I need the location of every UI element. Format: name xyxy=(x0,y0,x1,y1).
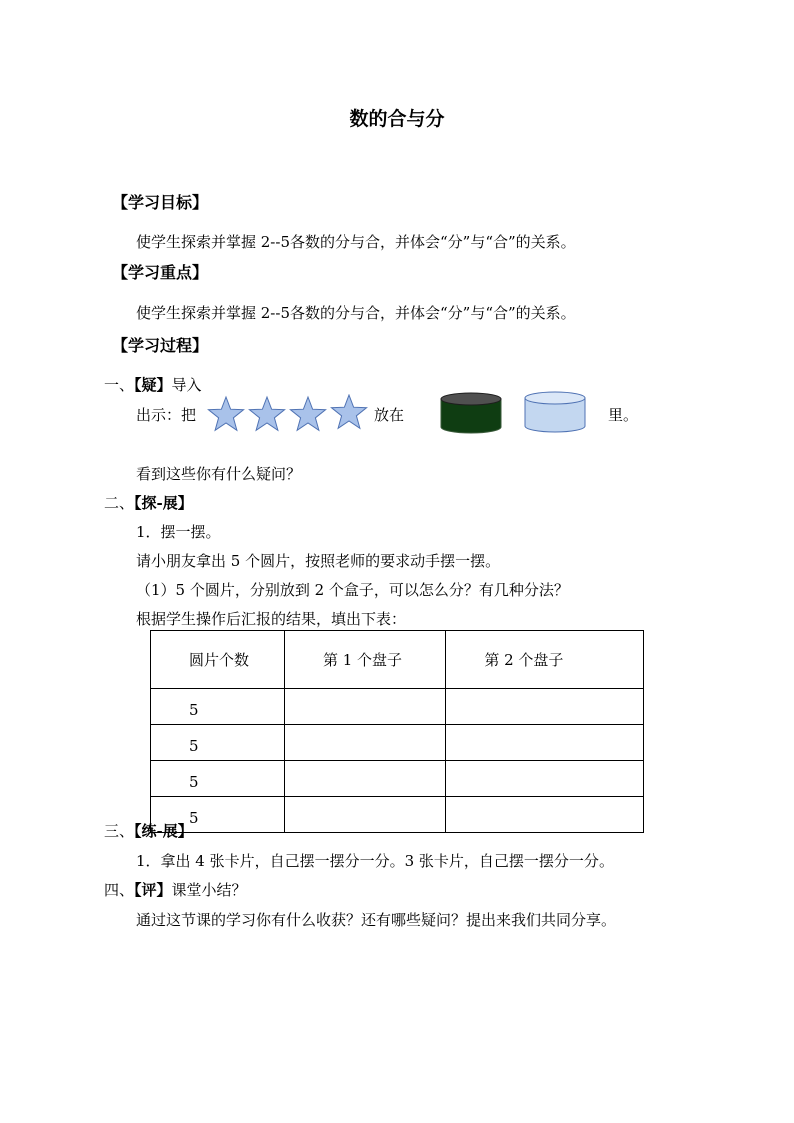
part3-text: 1．拿出 4 张卡片，自己摆一摆分一分。3 张卡片，自己摆一摆分一分。 xyxy=(136,852,614,870)
table-header-cell: 第 1 个盘子 xyxy=(284,631,445,689)
stars-row xyxy=(205,394,373,436)
table-cell-plate1[interactable] xyxy=(284,725,445,761)
table-cell-plate2[interactable] xyxy=(446,689,644,725)
part2-question: （1）5 个圆片，分别放到 2 个盒子，可以怎么分？有几种分法？ xyxy=(136,581,569,599)
page-title: 数的合与分 xyxy=(349,108,445,130)
show-middle: 放在 xyxy=(374,406,405,424)
table-row xyxy=(151,797,644,833)
table-cell-plate1[interactable] xyxy=(284,761,445,797)
part2-num: 二、 xyxy=(104,494,135,512)
table-cell-count: 5 xyxy=(151,725,285,761)
part3-num: 三、 xyxy=(104,822,135,840)
light-plate-icon xyxy=(522,388,588,436)
table-row xyxy=(151,725,644,761)
dark-plate-icon xyxy=(438,390,504,436)
part1-label: 导入 xyxy=(171,376,202,394)
table-intro: 根据学生操作后汇报的结果，填出下表： xyxy=(136,610,407,628)
table-cell-plate2[interactable] xyxy=(446,761,644,797)
part1-num: 一、 xyxy=(104,376,135,394)
goal-text: 使学生探索并掌握 2--5各数的分与合，并体会“分”与“合”的关系。 xyxy=(136,233,576,251)
goal-heading: 【学习目标】 xyxy=(112,193,209,212)
part2-heading xyxy=(104,493,193,513)
star-icon xyxy=(249,397,284,430)
part2-instruction: 请小朋友拿出 5 个圆片，按照老师的要求动手摆一摆。 xyxy=(136,552,501,570)
table-cell-count: 5 xyxy=(151,761,285,797)
table-cell-plate2[interactable] xyxy=(446,797,644,833)
process-heading: 【学习过程】 xyxy=(112,336,209,355)
focus-text: 使学生探索并掌握 2--5各数的分与合，并体会“分”与“合”的关系。 xyxy=(136,304,576,322)
table-row xyxy=(151,761,644,797)
table-header-cell: 圆片个数 xyxy=(151,631,285,689)
table-header-row xyxy=(151,631,644,689)
part4-heading xyxy=(104,880,247,900)
part1-bracket: 【疑】 xyxy=(134,376,172,394)
table-cell-plate2[interactable] xyxy=(446,725,644,761)
results-table xyxy=(150,630,644,833)
table-cell-count: 5 xyxy=(151,797,285,833)
show-prefix: 出示：把 xyxy=(136,406,197,424)
part4-bracket: 【评】 xyxy=(134,881,172,899)
table-cell-plate1[interactable] xyxy=(284,689,445,725)
part1-question: 看到这些你有什么疑问？ xyxy=(136,465,302,483)
part2-step1: 1．摆一摆。 xyxy=(136,523,221,541)
table-cell-plate1[interactable] xyxy=(284,797,445,833)
part4-text: 通过这节课的学习你有什么收获？还有哪些疑问？提出来我们共同分享。 xyxy=(136,911,617,929)
part4-num: 四、 xyxy=(104,881,135,899)
table-header-cell: 第 2 个盘子 xyxy=(446,631,644,689)
star-icon xyxy=(290,397,325,430)
part4-label: 课堂小结？ xyxy=(171,881,247,899)
focus-heading: 【学习重点】 xyxy=(112,263,209,282)
show-suffix: 里。 xyxy=(608,406,639,424)
table-row xyxy=(151,689,644,725)
part3-heading xyxy=(104,821,193,841)
part3-bracket: 【练-展】 xyxy=(134,822,193,840)
table-cell-count: 5 xyxy=(151,689,285,725)
star-icon xyxy=(208,397,243,430)
star-icon xyxy=(331,395,366,428)
part1-heading xyxy=(104,375,202,395)
part2-bracket: 【探-展】 xyxy=(134,494,193,512)
